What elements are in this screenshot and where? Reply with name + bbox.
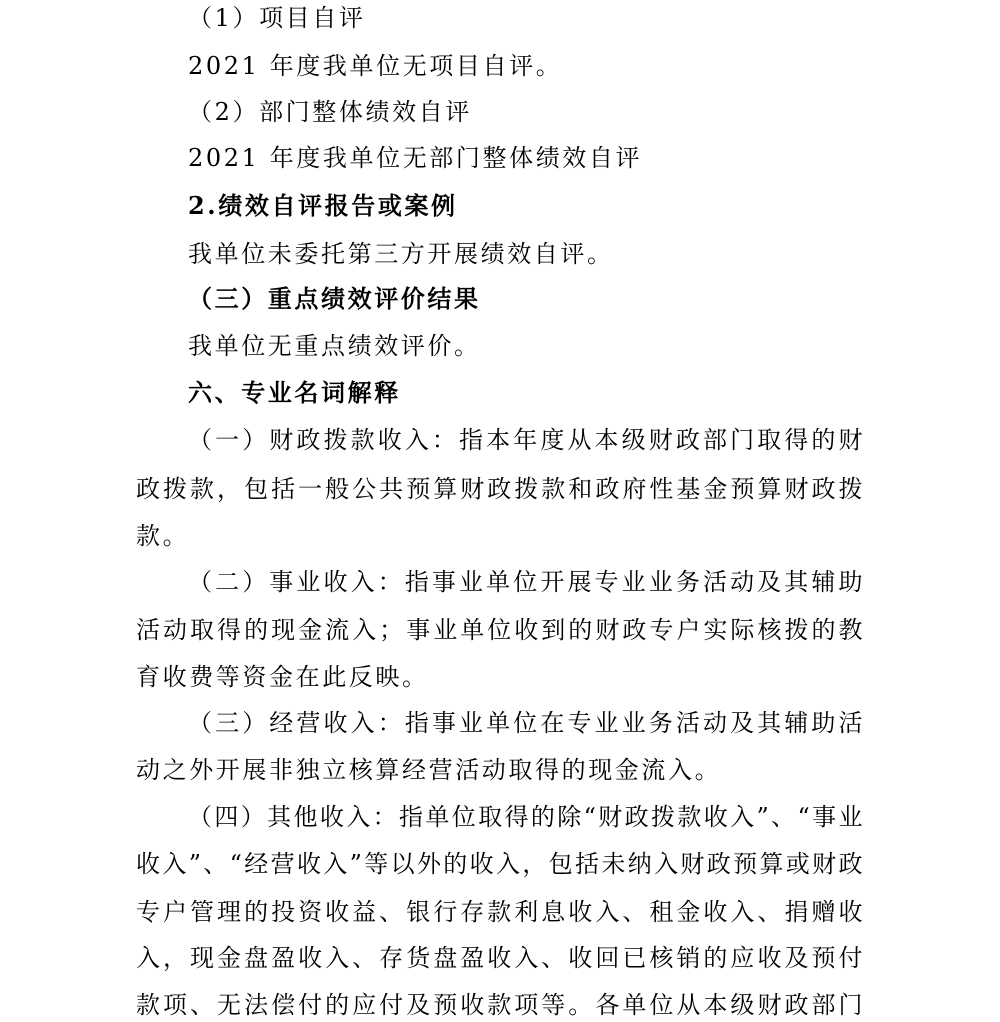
paragraph-project-self-eval: 2021 年度我单位无项目自评。 xyxy=(188,52,563,80)
paragraph-line: 款项、无法偿付的应付及预收款项等。各单位从本级财政部门 xyxy=(136,991,864,1019)
paragraph-line: 育收费等资金在此反映。 xyxy=(136,663,429,691)
paragraph-line: （三）经营收入：指事业单位在专业业务活动及其辅助活 xyxy=(188,709,864,737)
subsection-heading-project-self-eval: （1）项目自评 xyxy=(188,4,366,32)
paragraph-line: 政拨款，包括一般公共预算财政拨款和政府性基金预算财政拨 xyxy=(136,475,864,503)
paragraph-line: 动之外开展非独立核算经营活动取得的现金流入。 xyxy=(136,756,722,784)
subsection-heading-dept-self-eval: （2）部门整体绩效自评 xyxy=(188,98,472,126)
paragraph-line: 款。 xyxy=(136,522,190,550)
paragraph-line: 活动取得的现金流入；事业单位收到的财政专户实际核拨的教 xyxy=(136,616,864,644)
paragraph-line: 收入”、“经营收入”等以外的收入，包括未纳入财政预算或财政 xyxy=(136,850,864,878)
paragraph-report: 我单位未委托第三方开展绩效自评。 xyxy=(188,240,614,268)
paragraph-line: 入，现金盘盈收入、存货盘盈收入、收回已核销的应收及预付 xyxy=(136,944,864,972)
section-heading-report: 2.绩效自评报告或案例 xyxy=(188,191,458,220)
paragraph-line: （一）财政拨款收入：指本年度从本级财政部门取得的财 xyxy=(188,426,864,454)
section-heading-key-eval: （三）重点绩效评价结果 xyxy=(188,284,481,313)
paragraph-key-eval: 我单位无重点绩效评价。 xyxy=(188,332,481,360)
paragraph-line: 专户管理的投资收益、银行存款利息收入、租金收入、捐赠收 xyxy=(136,898,864,926)
paragraph-line: （二）事业收入：指事业单位开展专业业务活动及其辅助 xyxy=(188,568,864,596)
paragraph-dept-self-eval: 2021 年度我单位无部门整体绩效自评 xyxy=(188,144,643,172)
paragraph-line: （四）其他收入：指单位取得的除“财政拨款收入”、“事业 xyxy=(188,803,864,831)
section-heading-glossary: 六、专业名词解释 xyxy=(188,378,401,407)
